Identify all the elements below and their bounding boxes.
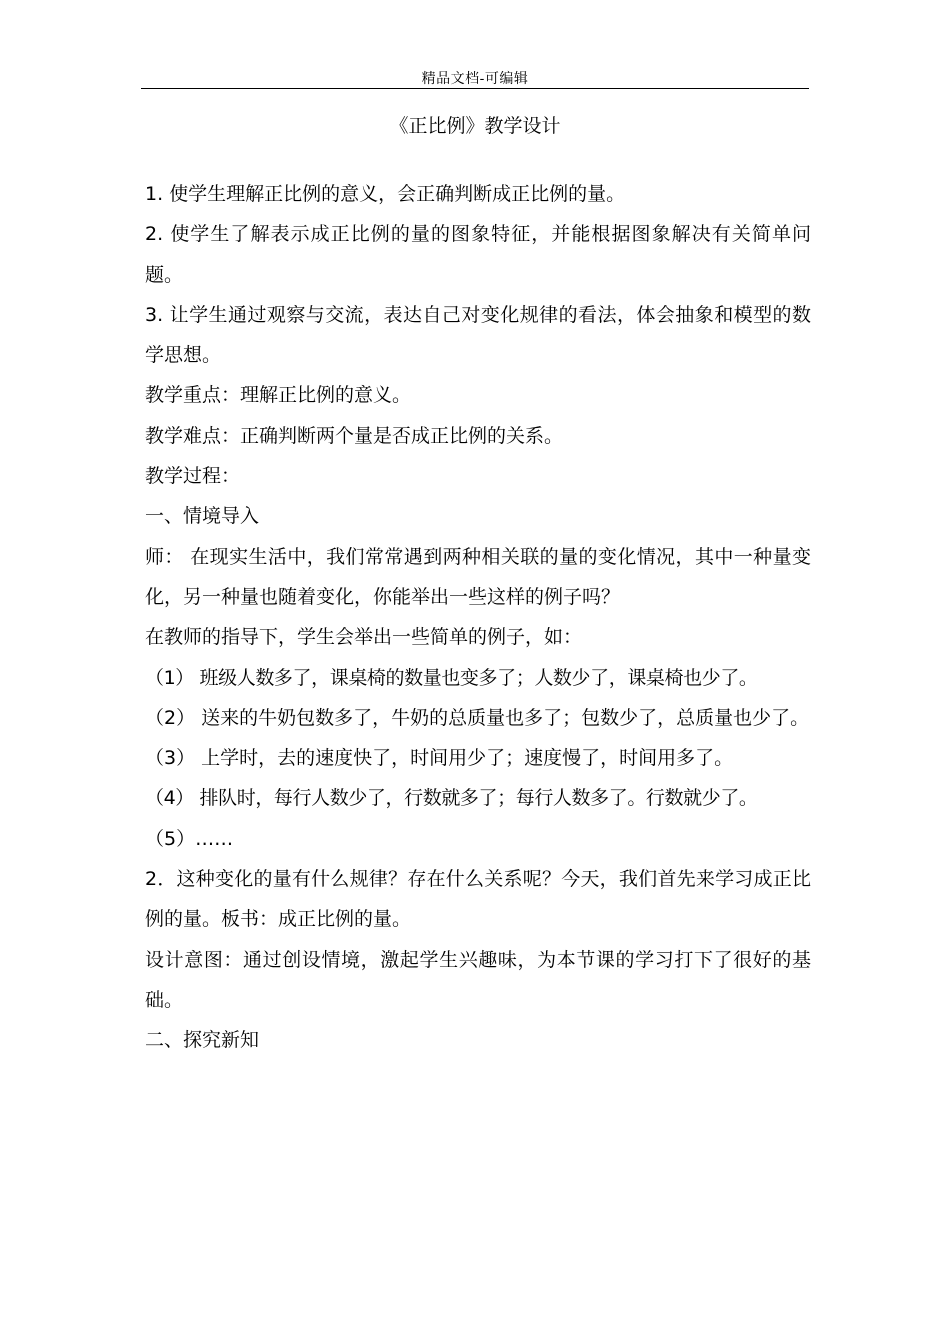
objective-1: 1. 使学生理解正比例的意义，会正确判断成正比例的量。 [145,183,626,205]
document-body [145,174,811,1061]
objective-2: 2. 使学生了解表示成正比例的量的图象特征，并能根据图象解决有关简单问题。 [145,223,811,286]
teaching-focus: 教学重点：理解正比例的意义。 [145,384,412,407]
section-heading-2: 二、探究新知 [145,1029,260,1052]
design-intent: 设计意图：通过创设情境，激起学生兴趣味，为本节课的学习打下了很好的基础。 [145,948,811,1011]
question-paragraph: 2．这种变化的量有什么规律？存在什么关系呢？今天，我们首先来学习成正比例的量。板书：成正比例的量。 [145,868,811,931]
teacher-prompt: 师： 在现实生活中，我们常常遇到两种相关联的量的变化情况，其中一种量变化，另一种量也随着变化，你能举出一些这样的例子吗？ [145,545,811,608]
page-header: 精品文档-可编辑 [421,71,529,87]
teaching-process-heading: 教学过程： [145,465,241,488]
example-item-1: （1） 班级人数多了，课桌椅的数量也变多了；人数少了，课桌椅也少了。 [145,666,758,689]
objective-3: 3. 让学生通过观察与交流，表达自己对变化规律的看法，体会抽象和模型的数学思想。 [145,303,811,367]
header-divider [141,88,809,89]
section-heading-1: 一、情境导入 [145,505,260,528]
student-examples-intro: 在教师的指导下，学生会举出一些简单的例子，如： [145,626,583,649]
example-item-4: （4） 排队时，每行人数少了，行数就多了；每行人数多了。行数就少了。 [145,787,758,810]
example-item-5: （5）…… [145,827,234,850]
document-title: 《正比例》教学设计 [389,115,561,137]
example-item-2: （2） 送来的牛奶包数多了，牛奶的总质量也多了；包数少了，总质量也少了。 [145,706,810,729]
example-item-3: （3） 上学时，去的速度快了，时间用少了；速度慢了，时间用多了。 [145,747,734,770]
teaching-difficulty: 教学难点：正确判断两个量是否成正比例的关系。 [145,424,564,447]
